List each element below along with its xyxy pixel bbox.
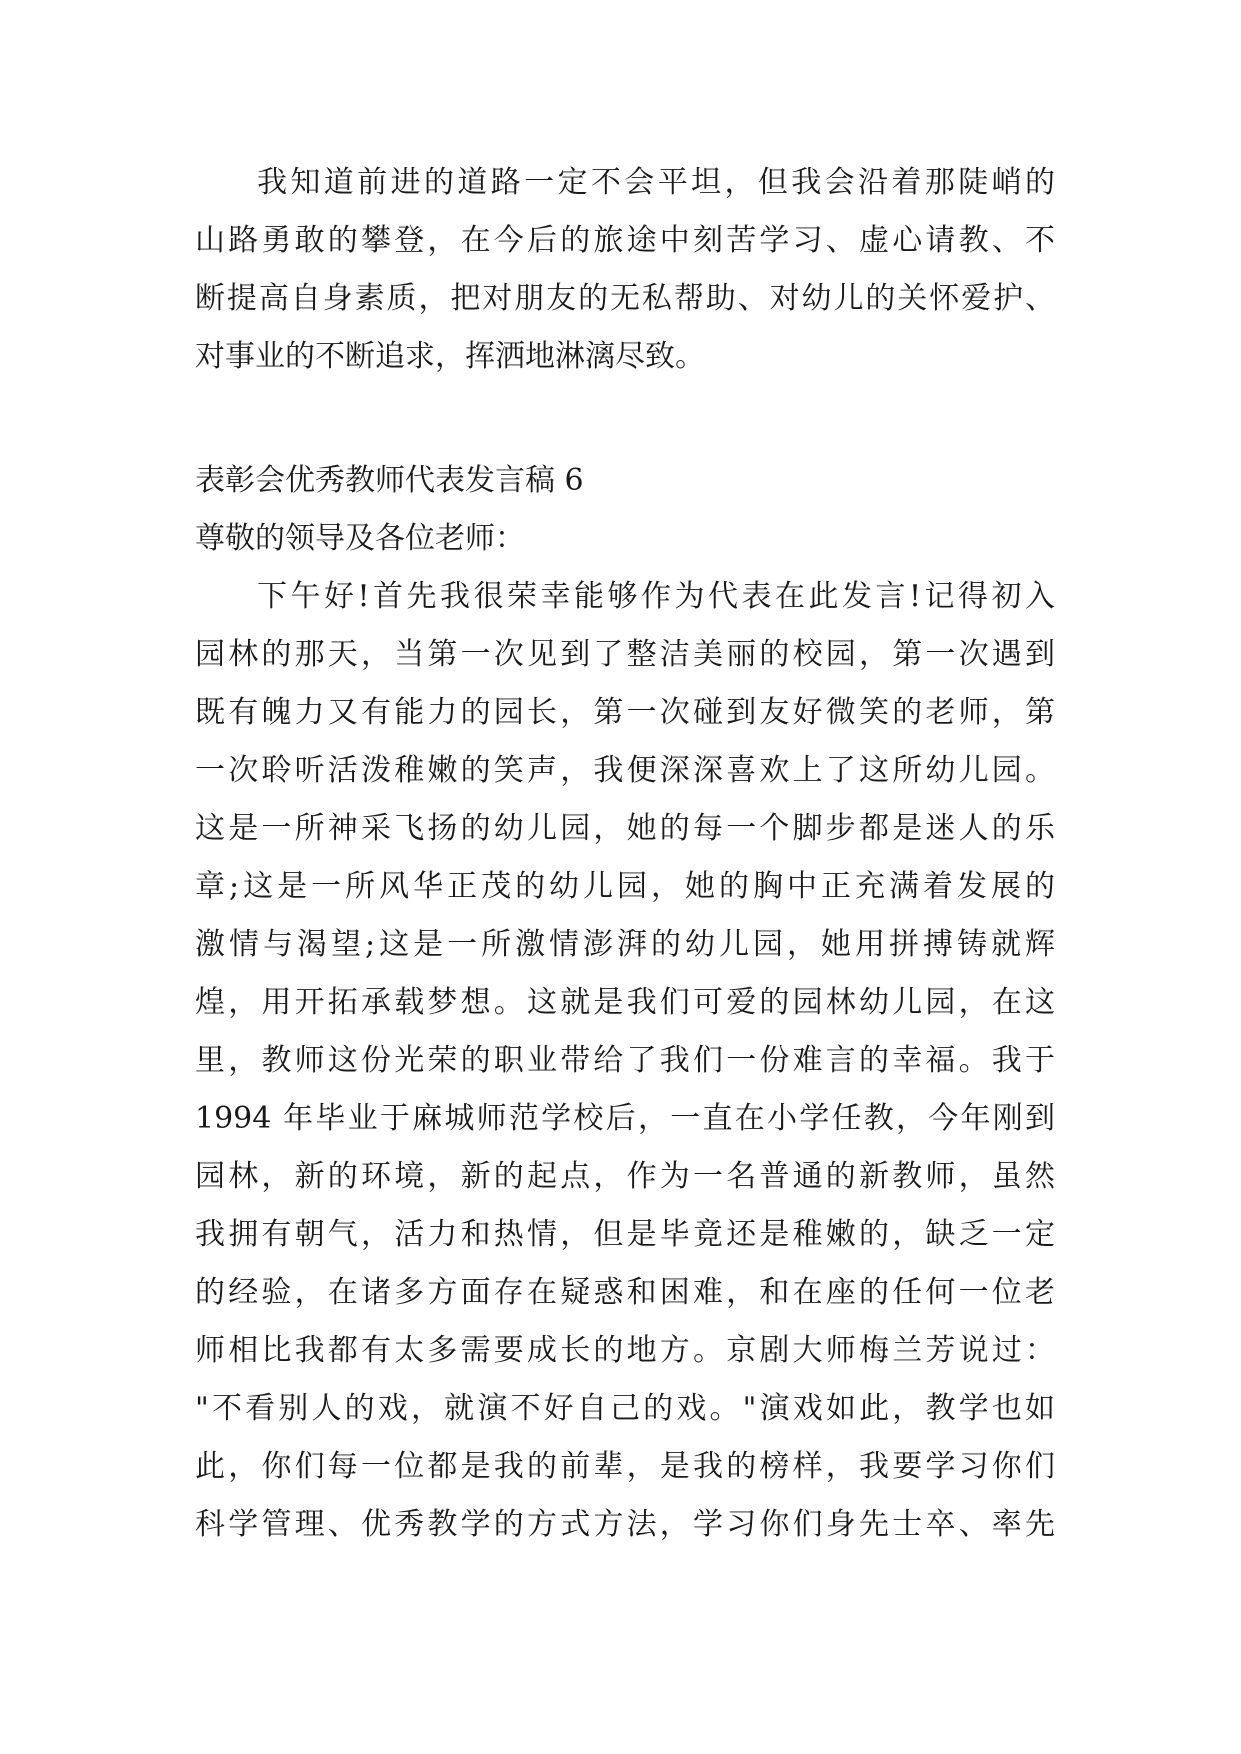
paragraph-line: 的经验，在诸多方面存在疑惑和困难，和在座的任何一位老 — [195, 1275, 1055, 1310]
paragraph-line: 一次聆听活泼稚嫩的笑声，我便深深喜欢上了这所幼儿园。 — [195, 753, 1055, 788]
intro-paragraph — [195, 154, 1055, 386]
paragraph-line: 对事业的不断追求，挥洒地淋漓尽致。 — [195, 339, 705, 374]
paragraph-line: 此，你们每一位都是我的前辈，是我的榜样，我要学习你们 — [195, 1449, 1055, 1484]
paragraph-line: 我拥有朝气，活力和热情，但是毕竟还是稚嫩的，缺乏一定 — [195, 1217, 1055, 1252]
paragraph-line: 我知道前进的道路一定不会平坦，但我会沿着那陡峭的 — [257, 165, 1055, 200]
paragraph-line: 1994 年毕业于麻城师范学校后，一直在小学任教，今年刚到 — [195, 1101, 1055, 1136]
paragraph-line: "不看别人的戏，就演不好自己的戏。"演戏如此，教学也如 — [195, 1391, 1055, 1426]
paragraph-line: 煌，用开拓承载梦想。这就是我们可爱的园林幼儿园，在这 — [195, 985, 1055, 1020]
paragraph-line: 断提高自身素质，把对朋友的无私帮助、对幼儿的关怀爱护、 — [195, 281, 1055, 316]
paragraph-line: 下午好!首先我很荣幸能够作为代表在此发言!记得初入 — [257, 579, 1055, 614]
paragraph-line: 园林的那天，当第一次见到了整洁美丽的校园，第一次遇到 — [195, 637, 1055, 672]
paragraph-line: 园林，新的环境，新的起点，作为一名普通的新教师，虽然 — [195, 1159, 1055, 1194]
paragraph-line: 既有魄力又有能力的园长，第一次碰到友好微笑的老师，第 — [195, 695, 1055, 730]
paragraph-line: 师相比我都有太多需要成长的地方。京剧大师梅兰芳说过： — [195, 1333, 1055, 1368]
section-title: 表彰会优秀教师代表发言稿 6 — [195, 463, 584, 498]
paragraph-line: 激情与渴望;这是一所激情澎湃的幼儿园，她用拼搏铸就辉 — [195, 927, 1055, 962]
main-paragraph — [195, 568, 1055, 1554]
paragraph-line: 章;这是一所风华正茂的幼儿园，她的胸中正充满着发展的 — [195, 869, 1055, 904]
paragraph-line: 科学管理、优秀教学的方式方法，学习你们身先士卒、率先 — [195, 1507, 1055, 1542]
paragraph-line: 这是一所神采飞扬的幼儿园，她的每一个脚步都是迷人的乐 — [195, 811, 1055, 846]
paragraph-line: 里，教师这份光荣的职业带给了我们一份难言的幸福。我于 — [195, 1043, 1055, 1078]
paragraph-line: 山路勇敢的攀登，在今后的旅途中刻苦学习、虚心请教、不 — [195, 223, 1055, 258]
salutation: 尊敬的领导及各位老师： — [195, 521, 525, 556]
